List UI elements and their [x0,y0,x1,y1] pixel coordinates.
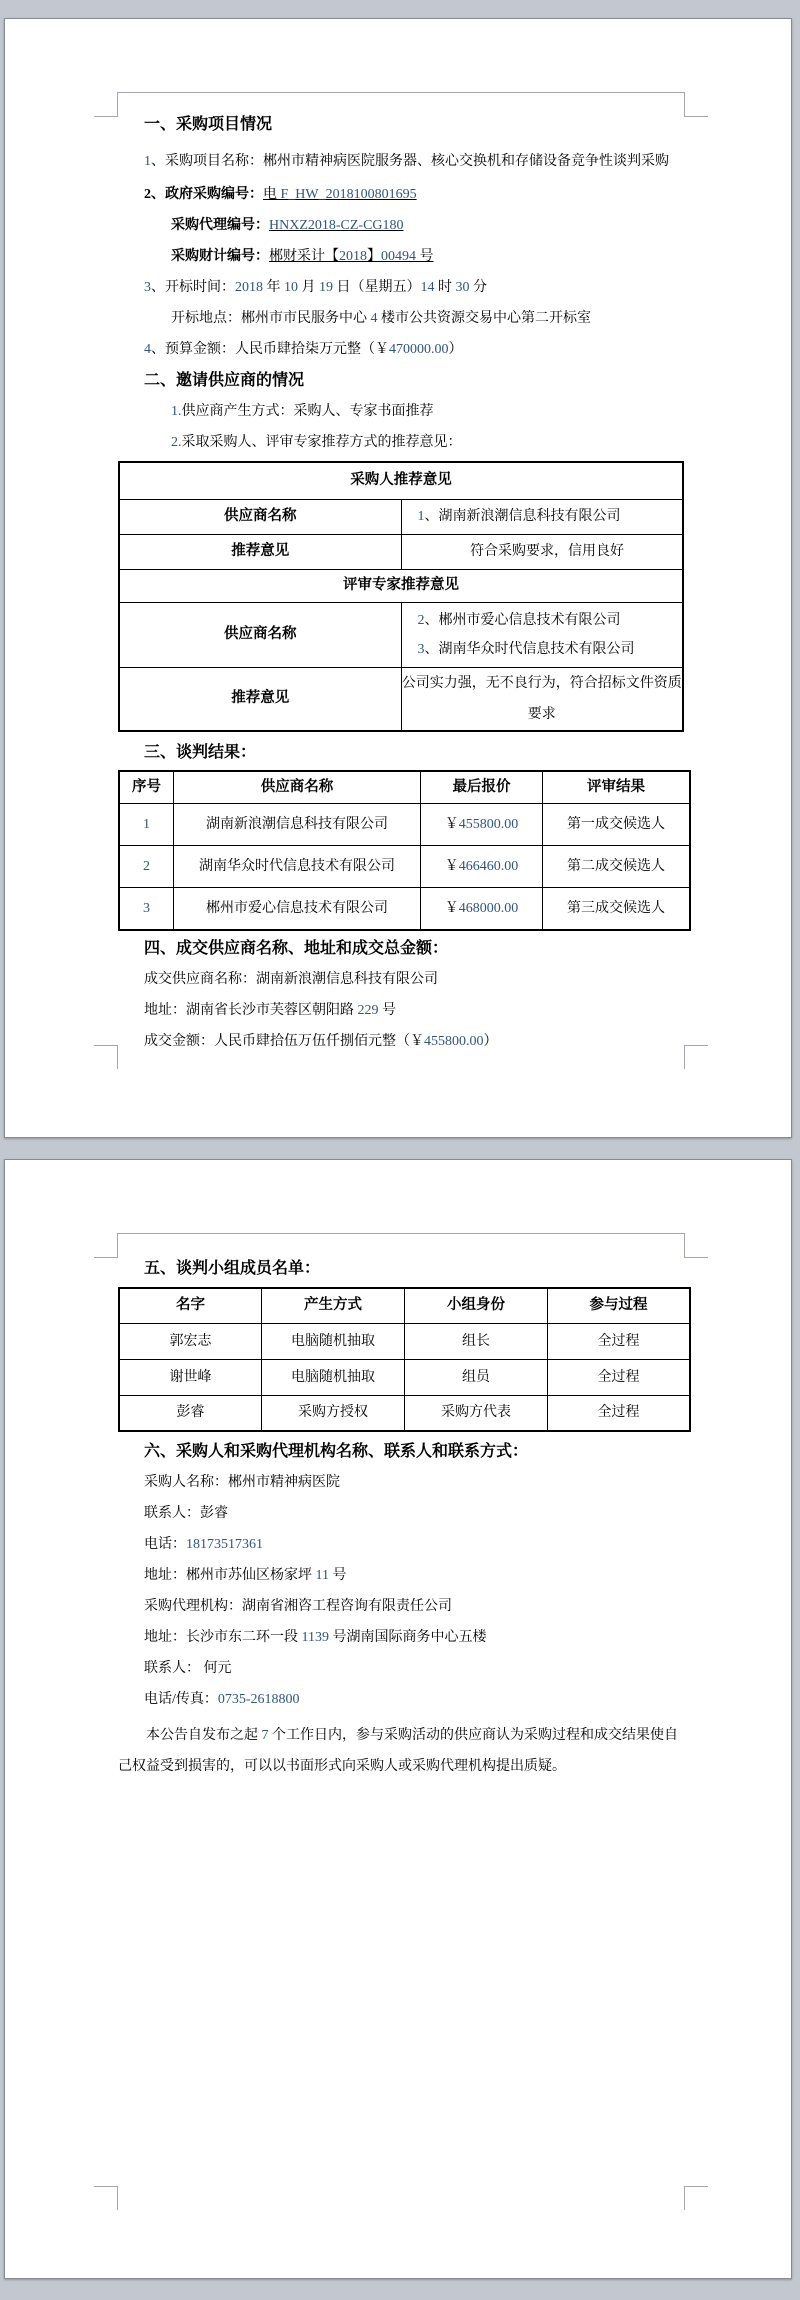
bid-open-time-line: 3、开标时间：2018 年 10 月 19 日（星期五）14 时 30 分 [144,280,487,295]
finance-no-value: 郴财采计【2018】00494 号 [269,249,434,264]
cell-no: 2 [119,846,174,888]
cell-member-name: 郭宏志 [119,1323,262,1359]
section-6-heading: 六、采购人和采购代理机构名称、联系人和联系方式： [144,1443,529,1460]
col-header-name: 名字 [119,1288,262,1323]
crop-mark [94,1045,118,1046]
agency-no-label: 采购代理编号： [171,218,269,233]
crop-mark [684,116,708,117]
agency-contact-line: 联系人： 何元 [144,1661,232,1676]
finance-no-line [171,241,684,272]
crop-mark [684,92,685,116]
cell-price: ￥468000.00 [421,888,543,930]
table-row [119,1359,690,1395]
negotiation-result-table [118,770,691,931]
agency-phone-line: 电话/传真：0735-2618800 [144,1692,300,1707]
table-row [119,846,690,888]
crop-mark [94,1257,118,1258]
expert-suppliers-cell [401,602,683,667]
section-3-heading: 三、谈判结果： [144,743,257,761]
cell-supplier: 湖南新浪潮信息科技有限公司 [174,804,421,846]
cell-no: 1 [119,804,174,846]
cell-method: 采购方授权 [262,1395,405,1431]
crop-mark [684,1257,708,1258]
purchaser-phone-line: 电话：18173517361 [144,1537,263,1552]
agency-address-line: 地址：长沙市东二环一段 1139 号湖南国际商务中心五楼 [144,1630,487,1645]
crop-mark [684,1233,685,1257]
col-header-method: 产生方式 [262,1288,405,1323]
crop-mark [684,1045,708,1046]
purchaser-name-line: 采购人名称：郴州市精神病医院 [144,1475,340,1490]
supplier-name-label: 供应商名称 [119,499,401,534]
page-2-text-area[interactable] [118,1160,684,1782]
table-row [119,888,690,930]
cell-supplier: 郴州市爱心信息技术有限公司 [174,888,421,930]
crop-mark [94,2186,118,2187]
cell-result: 第一成交候选人 [543,804,691,846]
negotiation-team-table [118,1287,691,1432]
section-2-heading: 二、邀请供应商的情况 [144,372,305,389]
expert-recommendation-header: 评审专家推荐意见 [119,569,683,602]
col-header-no: 序号 [119,771,174,804]
project-name-line: 1、采购项目名称：郴州市精神病医院服务器、核心交换机和存储设备竞争性谈判采购 [144,154,669,169]
recommendation-table [118,461,684,732]
supplier-name-label-2: 供应商名称 [119,602,401,667]
cell-role: 组员 [405,1359,548,1395]
objection-notice-paragraph: 本公告自发布之起 7 个工作日内，参与采购活动的供应商认为采购过程和成交结果使自己权益受到损害的，可以以书面形式向采购人或采购代理机构提出质疑。 [118,1728,678,1774]
crop-mark [94,116,118,117]
cell-result: 第二成交候选人 [543,846,691,888]
cell-result: 第三成交候选人 [543,888,691,930]
winner-address-line: 地址：湖南省长沙市芙蓉区朝阳路 229 号 [144,1002,396,1018]
gov-procurement-no-value: 电 F_HW_2018100801695 [263,187,417,202]
expert-supplier-2: 3、湖南华众时代信息技术有限公司 [417,641,635,657]
crop-mark [684,2186,685,2210]
cell-method: 电脑随机抽取 [262,1359,405,1395]
cell-process: 全过程 [548,1323,691,1359]
buyer-supplier-cell: 1、湖南新浪潮信息科技有限公司 [401,499,683,534]
crop-mark [684,2186,708,2187]
section-4-heading: 四、成交供应商名称、地址和成交总金额： [144,939,449,957]
gov-procurement-no-line [144,179,684,210]
gov-procurement-no-label: 2、政府采购编号： [144,187,263,202]
expert-opinion-cell: 公司实力强，无不良行为，符合招标文件资质要求 [401,667,683,731]
col-header-supplier: 供应商名称 [174,771,421,804]
document-page-1 [4,18,792,1138]
document-page-2 [4,1159,792,2279]
bid-open-place-line: 开标地点：郴州市市民服务中心 4 楼市公共资源交易中心第二开标室 [171,311,591,326]
table-row [119,804,690,846]
cell-role: 采购方代表 [405,1395,548,1431]
agency-no-value: HNXZ2018-CZ-CG180 [269,218,404,233]
crop-mark [684,1045,685,1069]
buyer-opinion-cell: 符合采购要求，信用良好 [401,534,683,569]
budget-line: 4、预算金额：人民币肆拾柒万元整（￥470000.00） [144,342,463,357]
cell-supplier: 湖南华众时代信息技术有限公司 [174,846,421,888]
table-row [119,1323,690,1359]
page-1-text-area[interactable] [118,19,684,1057]
crop-mark [117,2186,118,2210]
cell-process: 全过程 [548,1359,691,1395]
buyer-recommendation-header: 采购人推荐意见 [119,462,683,499]
section-5-heading: 五、谈判小组成员名单： [144,1260,321,1277]
col-header-price: 最后报价 [421,771,543,804]
agency-name-line: 采购代理机构：湖南省湘咨工程咨询有限责任公司 [144,1599,452,1614]
table-row [119,1395,690,1431]
supplier-source-line: 1.供应商产生方式：采购人、专家书面推荐 [171,404,434,419]
purchaser-contact-line: 联系人：彭睿 [144,1506,228,1521]
opinion-label-2: 推荐意见 [119,667,401,731]
finance-no-label: 采购财计编号： [171,249,269,264]
cell-process: 全过程 [548,1395,691,1431]
cell-role: 组长 [405,1323,548,1359]
agency-no-line [171,210,684,241]
cell-price: ￥455800.00 [421,804,543,846]
purchaser-address-line: 地址：郴州市苏仙区杨家坪 11 号 [144,1568,347,1583]
cell-member-name: 谢世峰 [119,1359,262,1395]
expert-supplier-1: 2、郴州市爱心信息技术有限公司 [417,612,621,628]
col-header-result: 评审结果 [543,771,691,804]
opinion-label: 推荐意见 [119,534,401,569]
col-header-role: 小组身份 [405,1288,548,1323]
col-header-process: 参与过程 [548,1288,691,1323]
recommendation-intro-line: 2.采取采购人、评审专家推荐方式的推荐意见： [171,435,462,450]
section-1-heading: 一、采购项目情况 [144,116,273,133]
winner-name-line: 成交供应商名称：湖南新浪潮信息科技有限公司 [144,971,438,987]
cell-member-name: 彭睿 [119,1395,262,1431]
cell-method: 电脑随机抽取 [262,1323,405,1359]
winner-amount-line: 成交金额：人民币肆拾伍万伍仟捌佰元整（￥455800.00） [144,1033,498,1049]
cell-price: ￥466460.00 [421,846,543,888]
cell-no: 3 [119,888,174,930]
